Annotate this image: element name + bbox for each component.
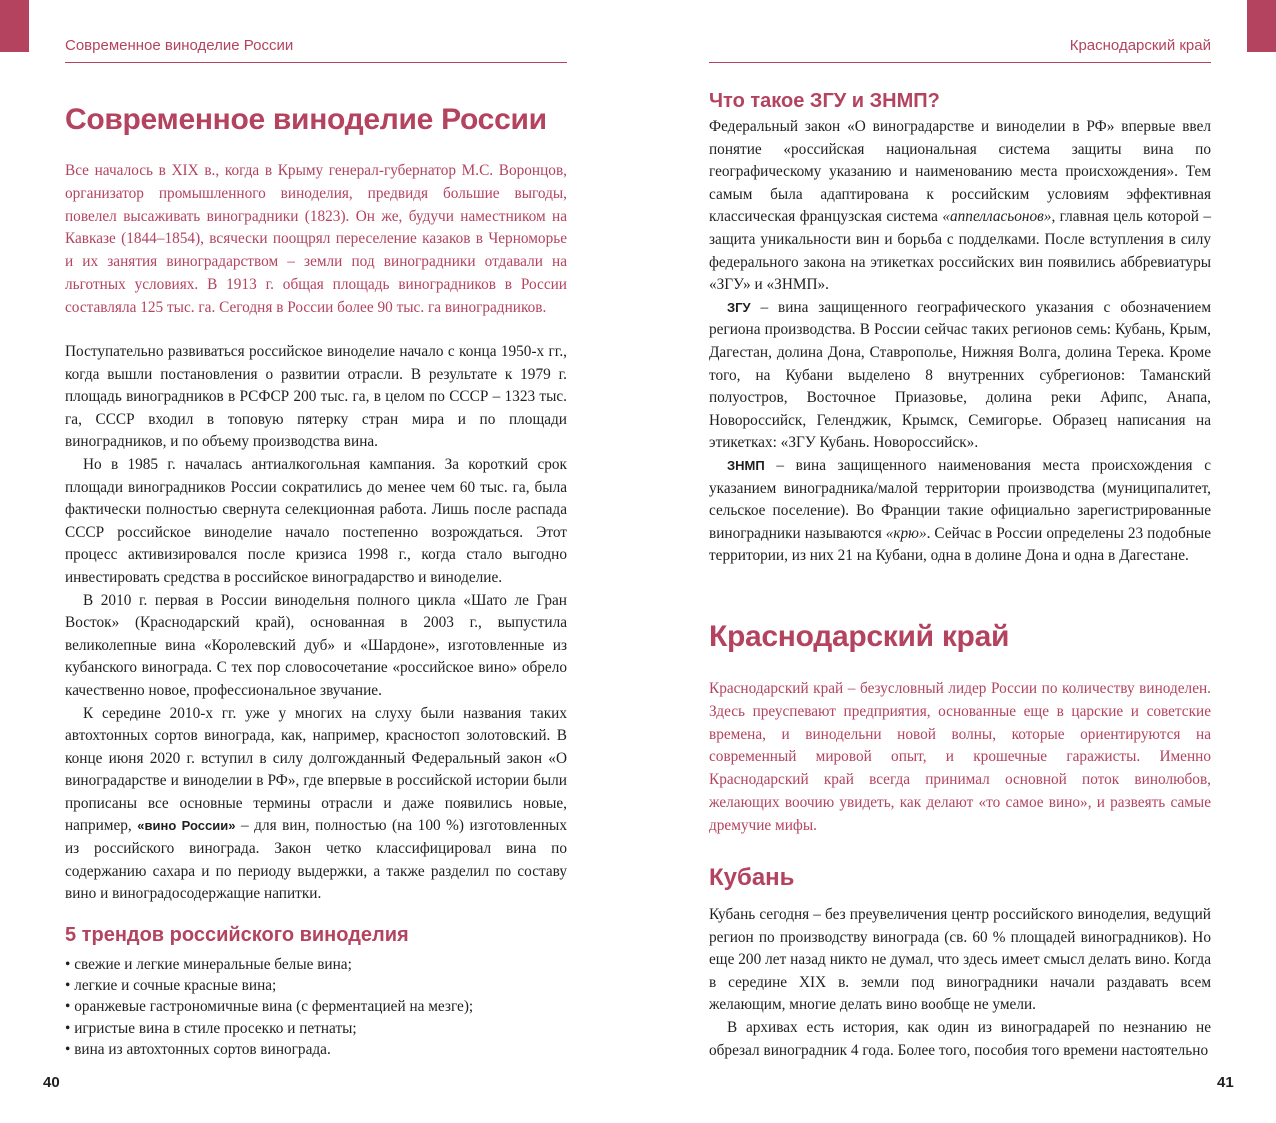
body-paragraph-4-b: – для вин, полностью (на 100 %) изготовленных из российского винограда. Закон четко классифицировал вина по содержанию сахара и по периоду выдержки, а также разделил по составу вино и виноградосодержащие напитки. (65, 817, 567, 903)
kuban-body-text (709, 904, 1211, 1062)
kuban-paragraph-2: В архивах есть история, как один из виноградарей по незнанию не обрезал виноградник 4 года. Более того, пособия того времени настоятельно (709, 1018, 1211, 1059)
right-edge-tab (1247, 0, 1276, 52)
body-paragraph-4 (65, 703, 567, 906)
left-edge-tab (0, 0, 29, 52)
zgu-definition (709, 297, 1211, 455)
left-page-number: 40 (43, 1074, 60, 1091)
left-running-head: Современное виноделие России (65, 37, 567, 63)
znmp-definition-text-a: – вина защищенного наименования места происхождения с указанием виноградника/малой территории производства (муниципалитет, сельское поселение). Во Франции такие официально зарегистрированные виноградники называются (709, 456, 1212, 542)
body-paragraph-3: В 2010 г. первая в России винодельня полного цикла «Шато ле Гран Восток» (Краснодарский край), основанная в 2003 г., выпустила великолепные вина «Королевский дуб» и «Шардоне», изготовленные из кубанского винограда. С тех пор словосочетание «российское вино» обрело качественно новое, профессиональное звучание. (65, 591, 567, 699)
term-znmp: ЗНМП (727, 457, 765, 473)
trends-heading: 5 трендов российского виноделия (65, 924, 409, 946)
body-paragraph-4-a: К середине 2010-х гг. уже у многих на слуху были названия таких автохтонных сортов винограда, как, например, красностоп золотовский. В конце июня 2020 г. вступил в силу долгожданный Федеральный закон «О виноградарстве и виноделии в РФ», где впервые в российской истории были прописаны все основные термины отрасли и даже появились новые, например, (65, 704, 567, 835)
zgu-intro-b: , главная цель которой – защита уникальности вин и борьба с подделками. После вступления в силу федерального закона на этикетках российских вин появились аббревиатуры «ЗГУ» и «ЗНМП». (709, 208, 1211, 294)
zgu-intro-a: Федеральный закон «О виноградарстве и виноделии в РФ» впервые ввел понятие «российская национальная система защиты вина по географическому указанию и наименованию места происхождения». Тем самым была адаптирована к российским условиям эффективная классическая французская система (709, 118, 1211, 226)
krai-lead-paragraph: Краснодарский край – безусловный лидер России по количеству виноделен. Здесь преуспевают предприятия, основанные еще в царские и советские времена, и винодельни новой волны, которые ориентируются на современный мировой опыт, и крошечные гаражисты. Именно Краснодарский край всегда принимал основной поток винолюбов, желающих воочию увидеть, как делают «то самое вино», и развеять самые дремучие мифы. (709, 680, 1211, 834)
trend-item: • свежие и легкие минеральные белые вина; (65, 954, 567, 975)
zgu-heading: Что такое ЗГУ и ЗНМП? (709, 90, 940, 112)
kuban-heading: Кубань (709, 864, 795, 891)
trend-item: • оранжевые гастрономичные вина (с ферментацией на мезге); (65, 996, 567, 1017)
trends-list (65, 954, 567, 1060)
body-paragraph-1: Поступательно развиваться российское виноделие начало с конца 1950-х гг., когда вышли постановления о развитии отрасли. В результате к 1979 г. площадь виноградников в РСФСР 200 тыс. га, в целом по СССР – 1323 тыс. га, СССР входил в топовую пятерку стран мира и по площади виноградников, и по объему производства вина. (65, 343, 567, 451)
right-page-number: 41 (1217, 1074, 1234, 1091)
znmp-definition (709, 455, 1211, 568)
term-zgu: ЗГУ (727, 299, 751, 315)
left-page-title: Современное виноделие России (65, 103, 547, 136)
zgu-definition-text: – вина защищенного географического указания с обозначением региона производства. В России сейчас таких регионов семь: Кубань, Крым, Дагестан, долина Дона, Ставрополье, Нижняя Волга, долина Терека. Кроме того, на Кубани выделено 8 внутренних субрегионов: Таманский полуостров, Восточное Приазовье, долина реки Афипс, Анапа, Новороссийск, Геленджик, Крымск, Семигорье. Образец написания на этикетках: «ЗГУ Кубань. Новороссийск». (709, 298, 1212, 452)
krai-heading: Краснодарский край (709, 620, 1010, 653)
znmp-definition-text-b: . Сейчас в России определены 23 подобные территории, из них 21 на Кубани, одна в долине Дона и одна в Дагестане. (709, 524, 1211, 565)
trend-item: • легкие и сочные красные вина; (65, 975, 567, 996)
znmp-emphasis: «крю» (885, 524, 927, 542)
zgu-intro (709, 116, 1211, 297)
body-paragraph-2: Но в 1985 г. началась антиалкогольная кампания. За короткий срок площади виноградников России сократились до менее чем 60 тыс. га, была фактически полностью свернута селекционная работа. Лишь после распада СССР российское виноделие начало постепенно возрождаться. Этот процесс активизировался после кризиса 1998 г., когда стало выгодно инвестировать средства в российское виноградарство и виноделие. (65, 455, 567, 586)
right-running-head: Краснодарский край (709, 37, 1211, 63)
term-vino-rossii: «вино России» (137, 818, 236, 834)
trend-item: • игристые вина в стиле просекко и петнаты; (65, 1018, 567, 1039)
zgu-section-text (709, 116, 1211, 568)
kuban-paragraph-1: Кубань сегодня – без преувеличения центр российского виноделия, ведущий регион по производству винограда (св. 60 % площадей виноградников). Но еще 200 лет назад никто не думал, что здесь имеет смысл делать вино. Когда в середине XIX в. земли под виноградники начали раздавать всем желающим, многие делать вино вообще не умели. (709, 906, 1211, 1014)
left-body-text (65, 341, 567, 906)
zgu-intro-emphasis: «аппелласьонов» (942, 208, 1052, 226)
left-lead-paragraph: Все началось в XIX в., когда в Крыму генерал-губернатор М.С. Воронцов, организатор промышленного виноделия, предвидя большие выгоды, повелел высаживать виноградники (1823). Он же, будучи наместником на Кавказе (1844–1854), всячески поощрял переселение казаков в Черноморье и их занятия виноградарством – земли под виноградники отдавали на льготных условиях. В 1913 г. общая площадь виноградников в России составляла 125 тыс. га. Сегодня в России более 90 тыс. га виноградников. (65, 162, 567, 316)
trend-item: • вина из автохтонных сортов винограда. (65, 1039, 567, 1060)
